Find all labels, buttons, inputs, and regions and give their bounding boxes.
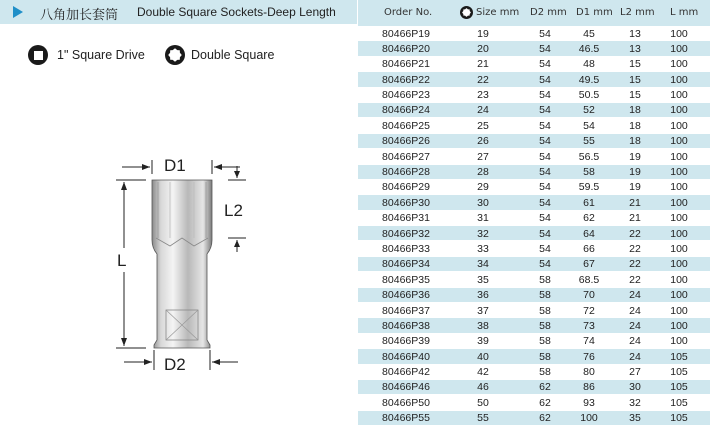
cell-size: 31 bbox=[477, 212, 489, 225]
cell-d1: 48 bbox=[583, 58, 595, 71]
cell-l: 100 bbox=[670, 335, 688, 348]
cell-l2: 22 bbox=[629, 273, 641, 286]
cell-l: 100 bbox=[670, 58, 688, 71]
cell-l2: 15 bbox=[629, 89, 641, 102]
table-row bbox=[358, 26, 710, 41]
cell-d1: 49.5 bbox=[578, 73, 600, 86]
cell-l: 100 bbox=[670, 242, 688, 255]
table-row bbox=[358, 349, 710, 364]
cell-d2: 54 bbox=[539, 196, 551, 209]
cell-size: 32 bbox=[477, 227, 489, 240]
cell-d2: 58 bbox=[539, 273, 551, 286]
cell-d1: 74 bbox=[583, 335, 595, 348]
cell-l2: 22 bbox=[629, 258, 641, 271]
table-row bbox=[358, 180, 710, 195]
table-row bbox=[358, 241, 710, 256]
cell-order: 80466P24 bbox=[382, 104, 430, 117]
cell-size: 38 bbox=[477, 319, 489, 332]
cell-size: 28 bbox=[477, 166, 489, 179]
cell-d2: 54 bbox=[539, 27, 551, 40]
cell-l2: 22 bbox=[629, 227, 641, 240]
cell-size: 25 bbox=[477, 119, 489, 132]
cell-l: 100 bbox=[670, 258, 688, 271]
cell-size: 24 bbox=[477, 104, 489, 117]
cell-d2: 54 bbox=[539, 258, 551, 271]
table-row bbox=[358, 165, 710, 180]
specs-table bbox=[358, 0, 710, 426]
cell-d2: 54 bbox=[539, 58, 551, 71]
cell-l2: 24 bbox=[629, 335, 641, 348]
cell-d1: 93 bbox=[583, 396, 595, 409]
l-label: L bbox=[117, 251, 127, 270]
cell-order: 80466P37 bbox=[382, 304, 430, 317]
table-row bbox=[358, 195, 710, 210]
table-row bbox=[358, 72, 710, 87]
cell-l: 105 bbox=[670, 412, 688, 425]
table-header bbox=[358, 0, 710, 26]
cell-d2: 58 bbox=[539, 335, 551, 348]
cell-d2: 54 bbox=[539, 242, 551, 255]
cell-d1: 54 bbox=[583, 119, 595, 132]
cell-l: 100 bbox=[670, 150, 688, 163]
table-row bbox=[358, 41, 710, 56]
header-d2: D2 mm bbox=[530, 7, 567, 18]
cell-l: 100 bbox=[670, 135, 688, 148]
cell-order: 80466P39 bbox=[382, 335, 430, 348]
cell-l2: 19 bbox=[629, 181, 641, 194]
table-row bbox=[358, 134, 710, 149]
cell-d1: 45 bbox=[583, 27, 595, 40]
play-triangle-icon bbox=[13, 6, 23, 18]
header-d1: D1 mm bbox=[576, 7, 613, 18]
cell-size: 21 bbox=[477, 58, 489, 71]
cell-d1: 80 bbox=[583, 366, 595, 379]
cell-order: 80466P34 bbox=[382, 258, 430, 271]
header-size: Size mm bbox=[476, 7, 520, 18]
cell-d2: 54 bbox=[539, 89, 551, 102]
cell-size: 34 bbox=[477, 258, 489, 271]
cell-l2: 21 bbox=[629, 212, 641, 225]
cell-l2: 21 bbox=[629, 196, 641, 209]
header-l2: L2 mm bbox=[620, 7, 655, 18]
cell-size: 27 bbox=[477, 150, 489, 163]
cell-size: 22 bbox=[477, 73, 489, 86]
cell-l: 100 bbox=[670, 166, 688, 179]
cell-d1: 86 bbox=[583, 381, 595, 394]
cell-order: 80466P33 bbox=[382, 242, 430, 255]
table-row bbox=[358, 257, 710, 272]
cell-d2: 62 bbox=[539, 412, 551, 425]
cell-order: 80466P22 bbox=[382, 73, 430, 86]
cell-l: 100 bbox=[670, 104, 688, 117]
cell-d1: 67 bbox=[583, 258, 595, 271]
cell-size: 39 bbox=[477, 335, 489, 348]
cell-l: 100 bbox=[670, 319, 688, 332]
cell-order: 80466P28 bbox=[382, 166, 430, 179]
cell-d1: 68.5 bbox=[578, 273, 600, 286]
cell-size: 42 bbox=[477, 366, 489, 379]
cell-l: 100 bbox=[670, 73, 688, 86]
cell-l: 100 bbox=[670, 27, 688, 40]
table-row bbox=[358, 57, 710, 72]
cell-d2: 58 bbox=[539, 350, 551, 363]
cell-l: 100 bbox=[670, 304, 688, 317]
cell-size: 46 bbox=[477, 381, 489, 394]
cell-size: 40 bbox=[477, 350, 489, 363]
cell-d2: 58 bbox=[539, 319, 551, 332]
cell-d1: 70 bbox=[583, 289, 595, 302]
cell-d1: 55 bbox=[583, 135, 595, 148]
cell-l: 105 bbox=[670, 350, 688, 363]
cell-l: 100 bbox=[670, 289, 688, 302]
table-row bbox=[358, 88, 710, 103]
double-square-icon bbox=[165, 45, 185, 65]
cell-l2: 30 bbox=[629, 381, 641, 394]
cell-d2: 58 bbox=[539, 366, 551, 379]
cell-l: 100 bbox=[670, 181, 688, 194]
cell-d2: 54 bbox=[539, 42, 551, 55]
table-row bbox=[358, 149, 710, 164]
cell-order: 80466P38 bbox=[382, 319, 430, 332]
cell-l: 100 bbox=[670, 273, 688, 286]
table-row bbox=[358, 318, 710, 333]
cell-d2: 54 bbox=[539, 227, 551, 240]
cell-order: 80466P36 bbox=[382, 289, 430, 302]
cell-l2: 22 bbox=[629, 242, 641, 255]
table-row bbox=[358, 288, 710, 303]
cell-order: 80466P50 bbox=[382, 396, 430, 409]
cell-d1: 50.5 bbox=[578, 89, 600, 102]
cell-l2: 24 bbox=[629, 350, 641, 363]
cell-d1: 56.5 bbox=[578, 150, 600, 163]
cell-order: 80466P30 bbox=[382, 196, 430, 209]
socket-diagram bbox=[100, 140, 260, 380]
cell-d1: 66 bbox=[583, 242, 595, 255]
double-square-icon bbox=[460, 6, 473, 19]
cell-order: 80466P55 bbox=[382, 412, 430, 425]
cell-size: 35 bbox=[477, 273, 489, 286]
cell-size: 50 bbox=[477, 396, 489, 409]
cell-l: 100 bbox=[670, 227, 688, 240]
cell-l: 100 bbox=[670, 212, 688, 225]
cell-order: 80466P32 bbox=[382, 227, 430, 240]
table-row bbox=[358, 395, 710, 410]
table-row bbox=[358, 226, 710, 241]
cell-order: 80466P23 bbox=[382, 89, 430, 102]
table-row bbox=[358, 380, 710, 395]
cell-size: 29 bbox=[477, 181, 489, 194]
table-row bbox=[358, 272, 710, 287]
cell-order: 80466P27 bbox=[382, 150, 430, 163]
cell-d1: 62 bbox=[583, 212, 595, 225]
cell-l2: 24 bbox=[629, 304, 641, 317]
cell-order: 80466P21 bbox=[382, 58, 430, 71]
cell-d2: 54 bbox=[539, 104, 551, 117]
cell-l2: 18 bbox=[629, 104, 641, 117]
cell-l: 100 bbox=[670, 196, 688, 209]
cell-d2: 62 bbox=[539, 381, 551, 394]
cell-size: 30 bbox=[477, 196, 489, 209]
cell-order: 80466P19 bbox=[382, 27, 430, 40]
cell-l: 105 bbox=[670, 381, 688, 394]
cell-order: 80466P29 bbox=[382, 181, 430, 194]
cell-l2: 27 bbox=[629, 366, 641, 379]
cell-d1: 46.5 bbox=[578, 42, 600, 55]
table-row bbox=[358, 103, 710, 118]
cell-d1: 100 bbox=[580, 412, 598, 425]
cell-l: 100 bbox=[670, 42, 688, 55]
cell-d2: 62 bbox=[539, 396, 551, 409]
d2-label: D2 bbox=[164, 355, 186, 374]
cell-l: 100 bbox=[670, 119, 688, 132]
cell-d2: 58 bbox=[539, 289, 551, 302]
cell-d1: 52 bbox=[583, 104, 595, 117]
double-square-label: Double Square bbox=[191, 48, 275, 62]
cell-order: 80466P20 bbox=[382, 42, 430, 55]
cell-size: 36 bbox=[477, 289, 489, 302]
cell-order: 80466P25 bbox=[382, 119, 430, 132]
cell-l2: 24 bbox=[629, 289, 641, 302]
socket-body bbox=[152, 180, 212, 348]
table-row bbox=[358, 118, 710, 133]
cell-d1: 64 bbox=[583, 227, 595, 240]
cell-l2: 19 bbox=[629, 166, 641, 179]
cell-l: 105 bbox=[670, 396, 688, 409]
cell-d2: 54 bbox=[539, 119, 551, 132]
cell-size: 37 bbox=[477, 304, 489, 317]
cell-d2: 58 bbox=[539, 304, 551, 317]
header-order: Order No. bbox=[384, 7, 433, 18]
cell-d2: 54 bbox=[539, 150, 551, 163]
cell-order: 80466P26 bbox=[382, 135, 430, 148]
l2-label: L2 bbox=[224, 201, 243, 220]
cell-l: 105 bbox=[670, 366, 688, 379]
cell-size: 26 bbox=[477, 135, 489, 148]
cell-d2: 54 bbox=[539, 135, 551, 148]
cell-l2: 15 bbox=[629, 58, 641, 71]
cell-order: 80466P35 bbox=[382, 273, 430, 286]
table-row bbox=[358, 303, 710, 318]
cell-size: 20 bbox=[477, 42, 489, 55]
cell-l2: 15 bbox=[629, 73, 641, 86]
cell-size: 23 bbox=[477, 89, 489, 102]
cell-l: 100 bbox=[670, 89, 688, 102]
cell-size: 55 bbox=[477, 412, 489, 425]
cell-d1: 76 bbox=[583, 350, 595, 363]
cell-order: 80466P46 bbox=[382, 381, 430, 394]
d1-label: D1 bbox=[164, 156, 186, 175]
cell-l2: 35 bbox=[629, 412, 641, 425]
cell-order: 80466P40 bbox=[382, 350, 430, 363]
cell-order: 80466P31 bbox=[382, 212, 430, 225]
cell-order: 80466P42 bbox=[382, 366, 430, 379]
cell-d1: 58 bbox=[583, 166, 595, 179]
cell-l2: 32 bbox=[629, 396, 641, 409]
table-body bbox=[358, 26, 710, 426]
header-l: L mm bbox=[670, 7, 699, 18]
section-header bbox=[0, 0, 357, 24]
cell-l2: 18 bbox=[629, 135, 641, 148]
cell-d2: 54 bbox=[539, 73, 551, 86]
cell-l2: 18 bbox=[629, 119, 641, 132]
title-chinese: 八角加长套筒 bbox=[40, 8, 119, 23]
cell-d1: 59.5 bbox=[578, 181, 600, 194]
cell-d1: 72 bbox=[583, 304, 595, 317]
cell-l2: 19 bbox=[629, 150, 641, 163]
table-row bbox=[358, 365, 710, 380]
table-row bbox=[358, 211, 710, 226]
cell-l2: 13 bbox=[629, 27, 641, 40]
cell-d2: 54 bbox=[539, 166, 551, 179]
square-drive-icon bbox=[28, 45, 48, 65]
table-row bbox=[358, 411, 710, 426]
cell-d1: 61 bbox=[583, 196, 595, 209]
cell-l2: 13 bbox=[629, 42, 641, 55]
title-english: Double Square Sockets-Deep Length bbox=[137, 5, 336, 19]
cell-size: 33 bbox=[477, 242, 489, 255]
square-drive-label: 1" Square Drive bbox=[57, 48, 145, 62]
cell-d1: 73 bbox=[583, 319, 595, 332]
cell-size: 19 bbox=[477, 27, 489, 40]
cell-d2: 54 bbox=[539, 181, 551, 194]
cell-l2: 24 bbox=[629, 319, 641, 332]
cell-d2: 54 bbox=[539, 212, 551, 225]
table-row bbox=[358, 334, 710, 349]
